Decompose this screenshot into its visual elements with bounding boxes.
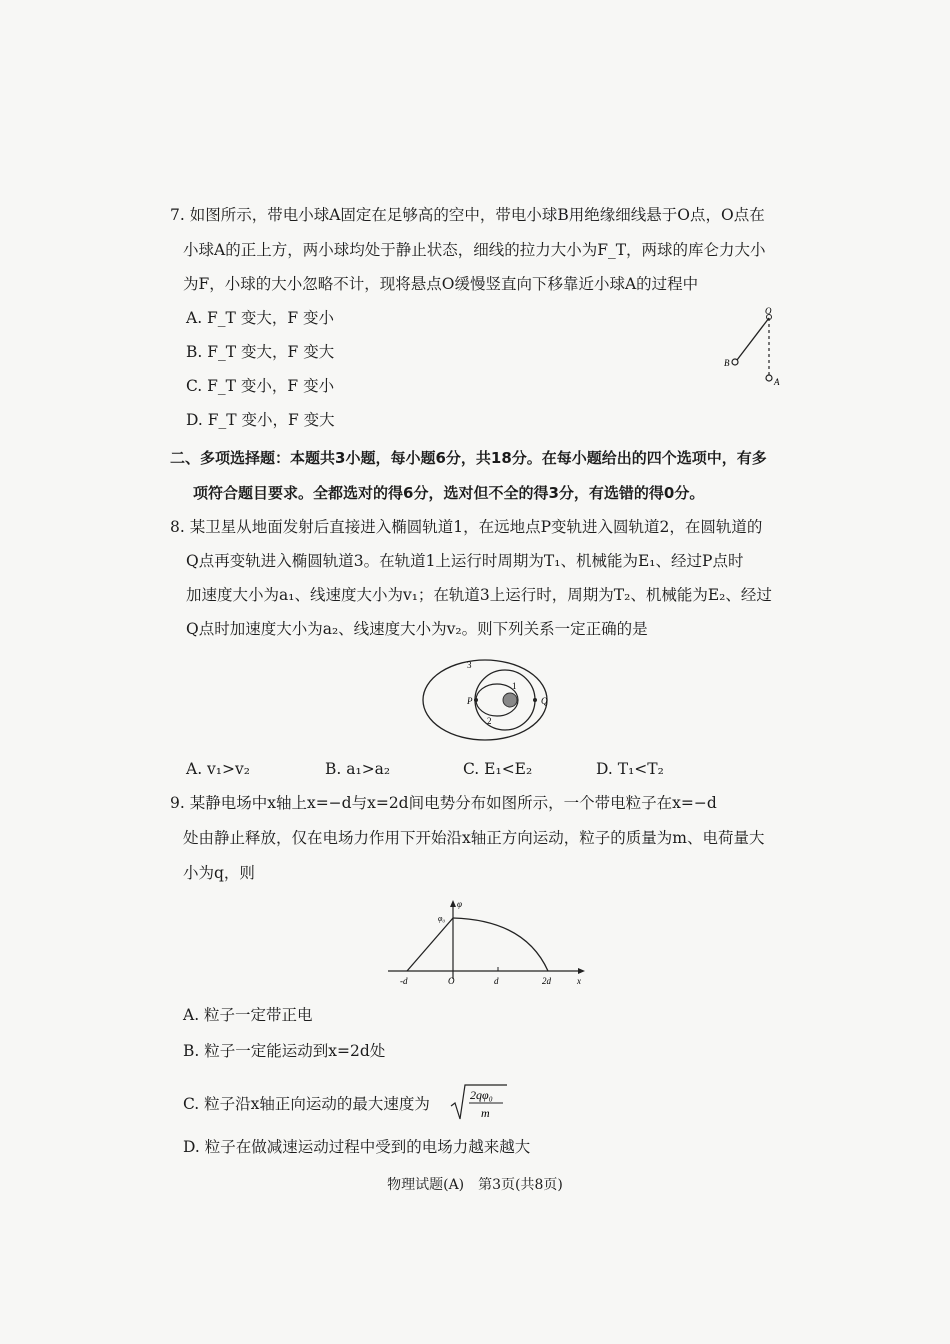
orbit-3 xyxy=(423,660,547,740)
potential-falling-curve xyxy=(453,918,548,971)
q9-option-b: B. 粒子一定能运动到x=2d处 xyxy=(183,1042,386,1060)
label-o: O xyxy=(765,306,772,316)
q7-option-b: B. F_T 变大，F 变大 xyxy=(186,343,335,361)
q7-figure xyxy=(715,305,795,390)
q9-stem-line-2: 处由静止释放，仅在电场力作用下开始沿x轴正方向运动，粒子的质量为m、电荷量大 xyxy=(183,829,765,847)
thread-line xyxy=(737,318,769,360)
x-axis-arrow xyxy=(578,968,585,974)
point-q-marker xyxy=(533,698,537,702)
label-q: Q xyxy=(541,696,548,706)
page-footer: 物理试题(A) 第3页(共8页) xyxy=(387,1177,563,1193)
label-origin: O xyxy=(448,976,455,986)
q7-option-c: C. F_T 变小，F 变小 xyxy=(186,377,335,395)
label-neg-d: -d xyxy=(400,976,408,986)
formula-numerator: 2qφ₀ xyxy=(470,1088,493,1102)
label-p: P xyxy=(467,696,473,706)
point-p-marker xyxy=(474,698,478,702)
q7-stem-line-1: 7. 如图所示，带电小球A固定在足够高的空中，带电小球B用绝缘细线悬于O点，O点在 xyxy=(170,206,765,224)
q9-potential-graph xyxy=(385,895,590,990)
label-b: B xyxy=(724,358,730,368)
label-orbit-2: 2 xyxy=(487,716,492,726)
q8-option-c: C. E₁<E₂ xyxy=(463,760,533,778)
potential-rising-segment xyxy=(407,918,453,971)
q8-option-b: B. a₁>a₂ xyxy=(325,760,391,778)
q9-option-c: C. 粒子沿x轴正向运动的最大速度为 xyxy=(183,1095,430,1113)
section-2-title-cont: 项符合题目要求。全都选对的得6分，选对但不全的得3分，有选错的得0分。 xyxy=(193,484,705,502)
earth xyxy=(503,693,517,707)
q8-option-a: A. v₁>v₂ xyxy=(186,760,250,778)
q8-stem-line-2: Q点再变轨进入椭圆轨道3。在轨道1上运行时周期为T₁、机械能为E₁、经过P点时 xyxy=(186,552,744,570)
label-orbit-3: 3 xyxy=(467,660,472,670)
q7-stem-line-2: 小球A的正上方，两小球均处于静止状态，细线的拉力大小为F_T，两球的库仑力大小 xyxy=(183,241,766,259)
label-d: d xyxy=(494,976,499,986)
label-x: x xyxy=(577,976,581,986)
label-phi0: φ₀ xyxy=(438,914,446,923)
q9-stem-line-3: 小为q，则 xyxy=(183,864,255,882)
q8-stem-line-1: 8. 某卫星从地面发射后直接进入椭圆轨道1，在远地点P变轨进入圆轨道2，在圆轨道的 xyxy=(170,518,763,536)
formula-denominator: m xyxy=(481,1106,490,1120)
label-a: A xyxy=(774,377,780,387)
q8-stem-line-3: 加速度大小为a₁、线速度大小为v₁；在轨道3上运行时，周期为T₂、机械能为E₂、经过 xyxy=(186,586,772,604)
q9-option-c-sqrt-formula xyxy=(450,1082,510,1122)
label-2d: 2d xyxy=(542,976,551,986)
ball-b xyxy=(732,359,738,365)
ball-a xyxy=(766,375,772,381)
q7-option-d: D. F_T 变小，F 变大 xyxy=(186,411,335,429)
section-2-title: 二、多项选择题：本题共3小题，每小题6分，共18分。在每小题给出的四个选项中，有多 xyxy=(170,449,767,467)
q9-option-d: D. 粒子在做减速运动过程中受到的电场力越来越大 xyxy=(183,1138,531,1156)
q8-stem-line-4: Q点时加速度大小为a₂、线速度大小为v₂。则下列关系一定正确的是 xyxy=(186,620,648,638)
q8-option-d: D. T₁<T₂ xyxy=(596,760,664,778)
q9-stem-line-1: 9. 某静电场中x轴上x=−d与x=2d间电势分布如图所示，一个带电粒子在x=−d xyxy=(170,794,717,812)
phi-axis-arrow xyxy=(450,900,456,907)
q7-stem-line-3: 为F，小球的大小忽略不计，现将悬点O缓慢竖直向下移靠近小球A的过程中 xyxy=(183,275,699,293)
q8-orbit-figure xyxy=(410,655,560,745)
q9-option-a: A. 粒子一定带正电 xyxy=(183,1006,313,1024)
q7-option-a: A. F_T 变大，F 变小 xyxy=(186,309,334,327)
label-phi: φ xyxy=(457,899,462,909)
label-orbit-1: 1 xyxy=(512,681,517,691)
